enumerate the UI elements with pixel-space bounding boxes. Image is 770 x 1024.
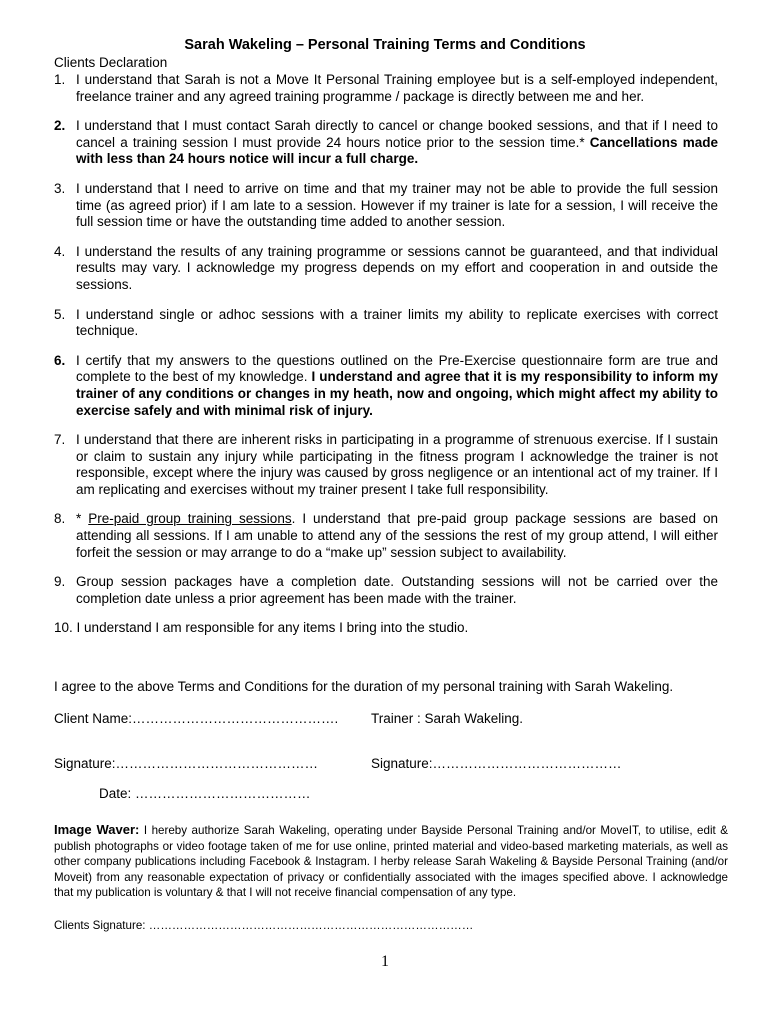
page-number: 1 — [381, 953, 389, 970]
date-field[interactable]: Date: ………………………………… — [99, 786, 311, 801]
trainer-name: Trainer : Sarah Wakeling. — [371, 711, 524, 726]
declaration-item-9: 9. Group session packages have a completion date. Outstanding sessions will not be carried over the completion date unless a prior agreement has been made with the trainer. — [54, 574, 718, 606]
waiver-text: I hereby authorize Sarah Wakeling, operating under Bayside Personal Training and/or MoveIT, to utilise, edit & publish photographs or video footage taken of me for use online, printed material and video-based marketing materials, as well as other company publications including Facebook & Instagram. I herby release Sarah Wakeling & Bayside Personal Training (and/or Moveit) from any reasonable expectation of privacy or confidentially associated with the images specified above. I acknowledge that my publication is voluntary & that I will not receive financial compensation of any type. — [54, 824, 728, 899]
section-heading: Clients Declaration — [54, 55, 168, 70]
trainer-signature-field[interactable]: Signature:…………………………………… — [371, 756, 622, 771]
declaration-item-2: 2. I understand that I must contact Sarah directly to cancel or change booked sessions, and that if I need to cancel a training session I must provide 24 hours notice prior to the session time.* Cancellations made with less than 24 hours notice will incur a full charge. — [54, 118, 719, 167]
declaration-item-4: 4. I understand the results of any training programme or sessions cannot be guaranteed, and that individual results may vary. I acknowledge my progress depends on my effort and cooperation in and outside the sessions. — [54, 243, 718, 292]
client-name-field[interactable]: Client Name:………………………………………. — [54, 711, 339, 726]
waiver-label: Image Waver: — [54, 822, 140, 837]
declaration-item-8: 8. * Pre-paid group training sessions. I understand that pre-paid group package sessions are based on attending all sessions. If I am unable to attend any of the sessions the rest of my group attend, I will either forfeit the session or may arrange to do a “make up” session subject to availability. — [54, 511, 718, 560]
clients-signature-field[interactable]: Clients Signature: ………………………………………………………………………… — [54, 919, 474, 932]
declaration-list — [54, 72, 718, 637]
image-waiver — [54, 822, 728, 901]
declaration-item-10: 10. I understand I am responsible for any items I bring into the studio. — [54, 620, 469, 636]
agreement-statement: I agree to the above Terms and Conditions for the duration of my personal training with Sarah Wakeling. — [54, 679, 674, 694]
declaration-item-5: 5. I understand single or adhoc sessions with a trainer limits my ability to replicate exercises with correct technique. — [54, 306, 718, 339]
declaration-item-6: 6. I certify that my answers to the questions outlined on the Pre-Exercise questionnaire form are true and complete to the best of my knowledge. I understand and agree that it is my responsibility to inform my trainer of any conditions or changes in my heath, now and ongoing, which might affect my ability to exercise safely and with minimal risk of injury. — [54, 352, 718, 418]
document-title: Sarah Wakeling – Personal Training Terms and Conditions — [184, 37, 586, 53]
declaration-item-1: 1. I understand that Sarah is not a Move It Personal Training employee but is a self-employed independent, freelance trainer and any agreed training programme / package is directly between me and her. — [54, 72, 718, 104]
declaration-item-7: 7. I understand that there are inherent risks in participating in a programme of strenuous exercise. If I sustain or claim to sustain any injury while participating in the fitness program I acknowledge the trainer is not responsible, except where the injury was caused by gross negligence or an intentional act of my trainer. If I am replicating and exercises without my trainer present I take full responsibility. — [54, 432, 718, 497]
client-signature-field[interactable]: Signature:……………………………………… — [54, 756, 319, 771]
declaration-item-3: 3. I understand that I need to arrive on time and that my trainer may not be able to provide the full session time (as agreed prior) if I am late to a session. However if my trainer is late for a session, I will receive the full session time or have the outstanding time added to another session. — [54, 180, 718, 230]
